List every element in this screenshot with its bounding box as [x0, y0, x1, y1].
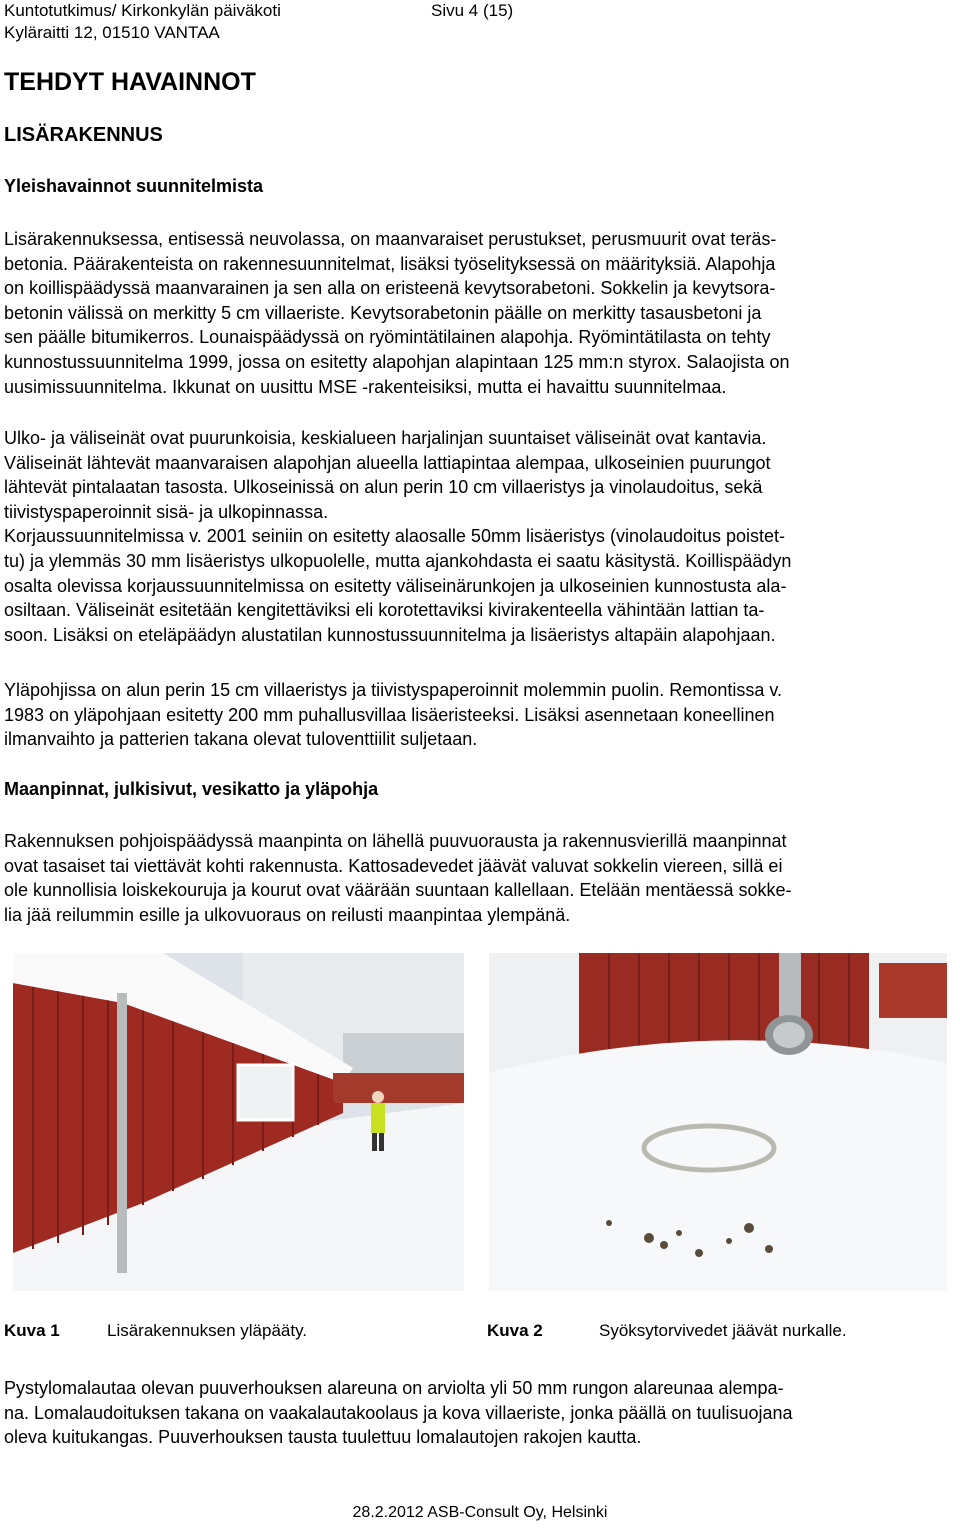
- photo-downpipe-corner: [489, 953, 947, 1291]
- text-line: uusimissuunnitelma. Ikkunat on uusittu MSE -rakenteisiksi, mutta ei havaittu suunnitelmaa.: [4, 376, 727, 397]
- text-line: ole kunnollisia loiskekouruja ja kourut ovat väärään suuntaan kallellaan. Etelään mentäessä sokke-: [4, 880, 792, 901]
- photo-downpipe-corner-image: [489, 953, 947, 1291]
- text-line: Väliseinät lähtevät maanvaraisen alapohjan alueella lattiapintaa alempaa, ulkoseinien puurungot: [4, 452, 771, 473]
- text-line: lähtevät pintalaatan tasosta. Ulkoseinissä on alun perin 10 cm villaeristys ja vinolaudoitus, sekä: [4, 477, 763, 498]
- text-line: tu) ja ylemmäs 30 mm lisäeristys ulkopuolelle, mutta ajankohdasta ei saatu käsitystä. Koillispäädyn: [4, 550, 792, 571]
- text-line: osalta olevissa korjaussuunnitelmissa on esitetty väliseinärunkojen ja ulkoseinien kunnostusta ala-: [4, 575, 787, 596]
- text-line: na. Lomalaudoituksen takana on vaakalautakoolaus ja kova villaeriste, jonka päällä on tuulisuojana: [4, 1402, 793, 1423]
- section-heading-plans: Yleishavainnot suunnitelmista: [4, 176, 264, 196]
- page-subtitle: LISÄRAKENNUS: [4, 124, 163, 146]
- text-line: Korjaussuunnitelmissa v. 2001 seiniin on esitetty alaosalle 50mm lisäeristys (vinolaudoitus poistet-: [4, 526, 786, 547]
- header-org: Kuntotutkimus/ Kirkonkylän päiväkoti: [4, 1, 281, 20]
- text-line: Rakennuksen pohjoispäädyssä maanpinta on lähellä puuvuorausta ja rakennusvierillä maanpinnat: [4, 831, 787, 851]
- page-number: Sivu 4 (15): [431, 1, 514, 20]
- text-line: sen päälle bitumikerros. Lounaispäädyssä on ryömintätilainen alapohja. Ryömintätilasta on tehty: [4, 327, 771, 348]
- figure-label: Kuva 1: [4, 1321, 60, 1340]
- page-footer: 28.2.2012 ASB-Consult Oy, Helsinki: [352, 1504, 608, 1521]
- text-line: osiltaan. Väliseinät esitetään kengitettäviksi eli korotettaviksi kivirakenteella vähintään lattian ta-: [4, 600, 765, 621]
- paragraph-walls: [4, 426, 954, 647]
- paragraph-roof: [4, 678, 954, 752]
- figure-caption-2: [487, 1321, 847, 1341]
- section-heading-facades: Maanpinnat, julkisivut, vesikatto ja yläpohja: [4, 779, 379, 799]
- figure-caption-1: [4, 1321, 308, 1341]
- text-line: on koillispäädyssä maanvarainen ja sen alla on eristeenä kevytsorabetoni. Sokkelin ja kevytsora-: [4, 278, 776, 299]
- text-line: ilmanvaihto ja patterien takana olevat tuloventtiilit suljetaan.: [4, 729, 478, 750]
- text-line: ovat tasaiset tai viettävät kohti rakennusta. Kattosadevedet jäävät valuvat sokkelin viereen, sillä ei: [4, 855, 783, 876]
- text-line: kunnostussuunnitelma 1999, jossa on esitetty alapohjan alapintaan 125 mm:n styrox. Salaojista on: [4, 351, 790, 372]
- paragraph-cladding: [4, 1376, 954, 1450]
- text-line: Lisärakennuksessa, entisessä neuvolassa, on maanvaraiset perustukset, perusmuurit ovat teräs-: [4, 229, 777, 249]
- paragraph-plans: [4, 227, 954, 399]
- text-line: tiivistyspaperoinnit sisä- ja ulkopinnassa.: [4, 501, 329, 522]
- text-line: 1983 on yläpohjaan esitetty 200 mm puhallusvillaa lisäeristeeksi. Lisäksi asennetaan koneellinen: [4, 704, 775, 725]
- figure-text: Syöksytorvivedet jäävät nurkalle.: [599, 1321, 847, 1340]
- figure-text: Lisärakennuksen yläpääty.: [107, 1321, 308, 1340]
- text-line: betonia. Päärakenteista on rakennesuunnitelmat, lisäksi työselityksessä on määrityksiä. Alapohja: [4, 253, 776, 274]
- photo-building-end: [13, 953, 464, 1291]
- text-line: Yläpohjissa on alun perin 15 cm villaeristys ja tiivistyspaperoinnit molemmin puolin. Remontissa v.: [4, 680, 783, 700]
- header-address: Kyläraitti 12, 01510 VANTAA: [4, 23, 220, 42]
- text-line: oleva kuitukangas. Puuverhouksen tausta tuulettuu lomalautojen rakojen kautta.: [4, 1427, 642, 1448]
- text-line: betonin välissä on merkitty 5 cm villaeriste. Kevytsorabetonin päälle on merkitty tasausbetoni ja: [4, 302, 762, 323]
- photo-building-end-image: [13, 953, 464, 1291]
- paragraph-ground: [4, 829, 954, 927]
- text-line: Ulko- ja väliseinät ovat puurunkoisia, keskialueen harjalinjan suuntaiset väliseinät ovat kantavia.: [4, 428, 767, 448]
- figure-label: Kuva 2: [487, 1321, 543, 1340]
- text-line: soon. Lisäksi on eteläpäädyn alustatilan kunnostussuunnitelma ja lisäeristys altapäin alapohjaan.: [4, 624, 776, 645]
- page-title: TEHDYT HAVAINNOT: [4, 68, 256, 96]
- text-line: lia jää reilummin esille ja ulkovuoraus on reilusti maanpintaa ylempänä.: [4, 904, 571, 925]
- text-line: Pystylomalautaa olevan puuverhouksen alareuna on arviolta yli 50 mm rungon alareunaa alempa-: [4, 1378, 784, 1398]
